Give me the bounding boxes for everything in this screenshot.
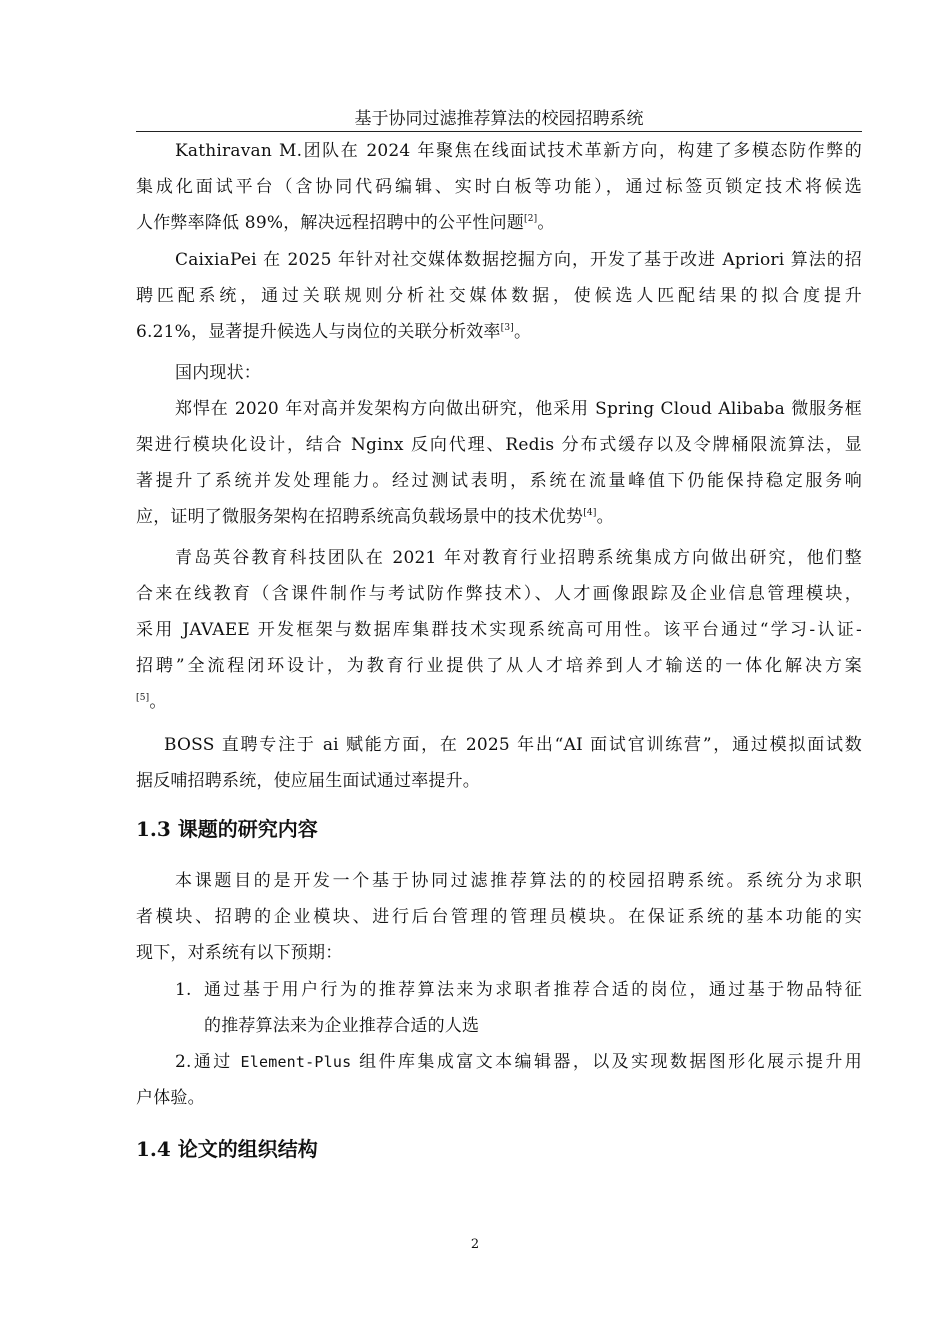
paragraph-boss <box>136 727 862 799</box>
list-number: 1. <box>175 980 192 1000</box>
paragraph-element-plus <box>136 1044 862 1116</box>
paragraph-qingdao-yinggu <box>136 540 862 720</box>
paragraph-kathiravan <box>136 133 862 241</box>
list-item <box>136 972 862 1044</box>
text-line: 采用 JAVAEE 开发框架与数据库集群技术实现系统高可用性。该平台通过“学习-认证- <box>136 620 862 640</box>
text-line: [5]。 <box>136 692 167 712</box>
text-line: 者模块、招聘的企业模块、进行后台管理的管理员模块。在保证系统的基本功能的实 <box>136 907 862 927</box>
text-line: 集成化面试平台（含协同代码编辑、实时白板等功能），通过标签页锁定技术将候选 <box>136 177 862 197</box>
section-heading-1-3: 1.3 课题的研究内容 <box>136 817 318 841</box>
citation-ref: [4] <box>583 508 597 518</box>
text-line: 国内现状： <box>175 363 261 383</box>
text-line: 架进行模块化设计，结合 Nginx 反向代理、Redis 分布式缓存以及令牌桶限流算法，显 <box>136 435 862 455</box>
text-line: Kathiravan M.团队在 2024 年聚焦在线面试技术革新方向，构建了多模态防作弊的 <box>175 141 862 161</box>
text-line: 招聘”全流程闭环设计，为教育行业提供了从人才培养到人才输送的一体化解决方案 <box>136 656 862 676</box>
paragraph-domestic-status <box>136 355 862 391</box>
paragraph-zhenghan <box>136 391 862 535</box>
running-header: 基于协同过滤推荐算法的校园招聘系统 <box>354 109 644 129</box>
header-divider <box>136 131 862 132</box>
text-line: CaixiaPei 在 2025 年针对社交媒体数据挖掘方向，开发了基于改进 Apriori 算法的招 <box>175 250 862 270</box>
paragraph-caixiapei <box>136 242 862 350</box>
paragraph-research-content <box>136 863 862 971</box>
text-line: 青岛英谷教育科技团队在 2021 年对教育行业招聘系统集成方向做出研究，他们整 <box>175 548 862 568</box>
text-line: BOSS 直聘专注于 ai 赋能方面，在 2025 年出“AI 面试官训练营”，通过模拟面试数 <box>164 735 862 755</box>
text-line: 通过基于用户行为的推荐算法来为求职者推荐合适的岗位，通过基于物品特征 <box>204 980 862 1000</box>
text-line: 人作弊率降低 89%，解决远程招聘中的公平性问题[2]。 <box>136 213 555 233</box>
citation-ref: [2] <box>524 214 538 224</box>
citation-ref: [3] <box>500 323 514 333</box>
text-line: 合来在线教育（含课件制作与考试防作弊技术）、人才画像跟踪及企业信息管理模块， <box>136 584 862 604</box>
text-line: 据反哺招聘系统，使应届生面试通过率提升。 <box>136 771 480 791</box>
text-line: 本课题目的是开发一个基于协同过滤推荐算法的的校园招聘系统。系统分为求职 <box>175 871 862 891</box>
text-line: 聘匹配系统，通过关联规则分析社交媒体数据，使候选人匹配结果的拟合度提升 <box>136 286 862 306</box>
text-line: 应，证明了微服务架构在招聘系统高负载场景中的技术优势[4]。 <box>136 507 614 527</box>
text-line: 2.通过 Element-Plus 组件库集成富文本编辑器，以及实现数据图形化展示提升用 <box>175 1052 862 1072</box>
text-line: 6.21%，显著提升候选人与岗位的关联分析效率[3]。 <box>136 322 532 342</box>
text-line: 的推荐算法来为企业推荐合适的人选 <box>204 1016 480 1036</box>
citation-ref: [5] <box>136 693 150 703</box>
text-line: 著提升了系统并发处理能力。经过测试表明，系统在流量峰值下仍能保持稳定服务响 <box>136 471 862 491</box>
text-line: 郑悍在 2020 年对高并发架构方向做出研究，他采用 Spring Cloud Alibaba 微服务框 <box>175 399 862 419</box>
section-heading-1-4: 1.4 论文的组织结构 <box>136 1137 318 1161</box>
text-line: 现下，对系统有以下预期： <box>136 943 343 963</box>
page-number: 2 <box>470 1237 480 1252</box>
text-line: 户体验。 <box>136 1088 205 1108</box>
